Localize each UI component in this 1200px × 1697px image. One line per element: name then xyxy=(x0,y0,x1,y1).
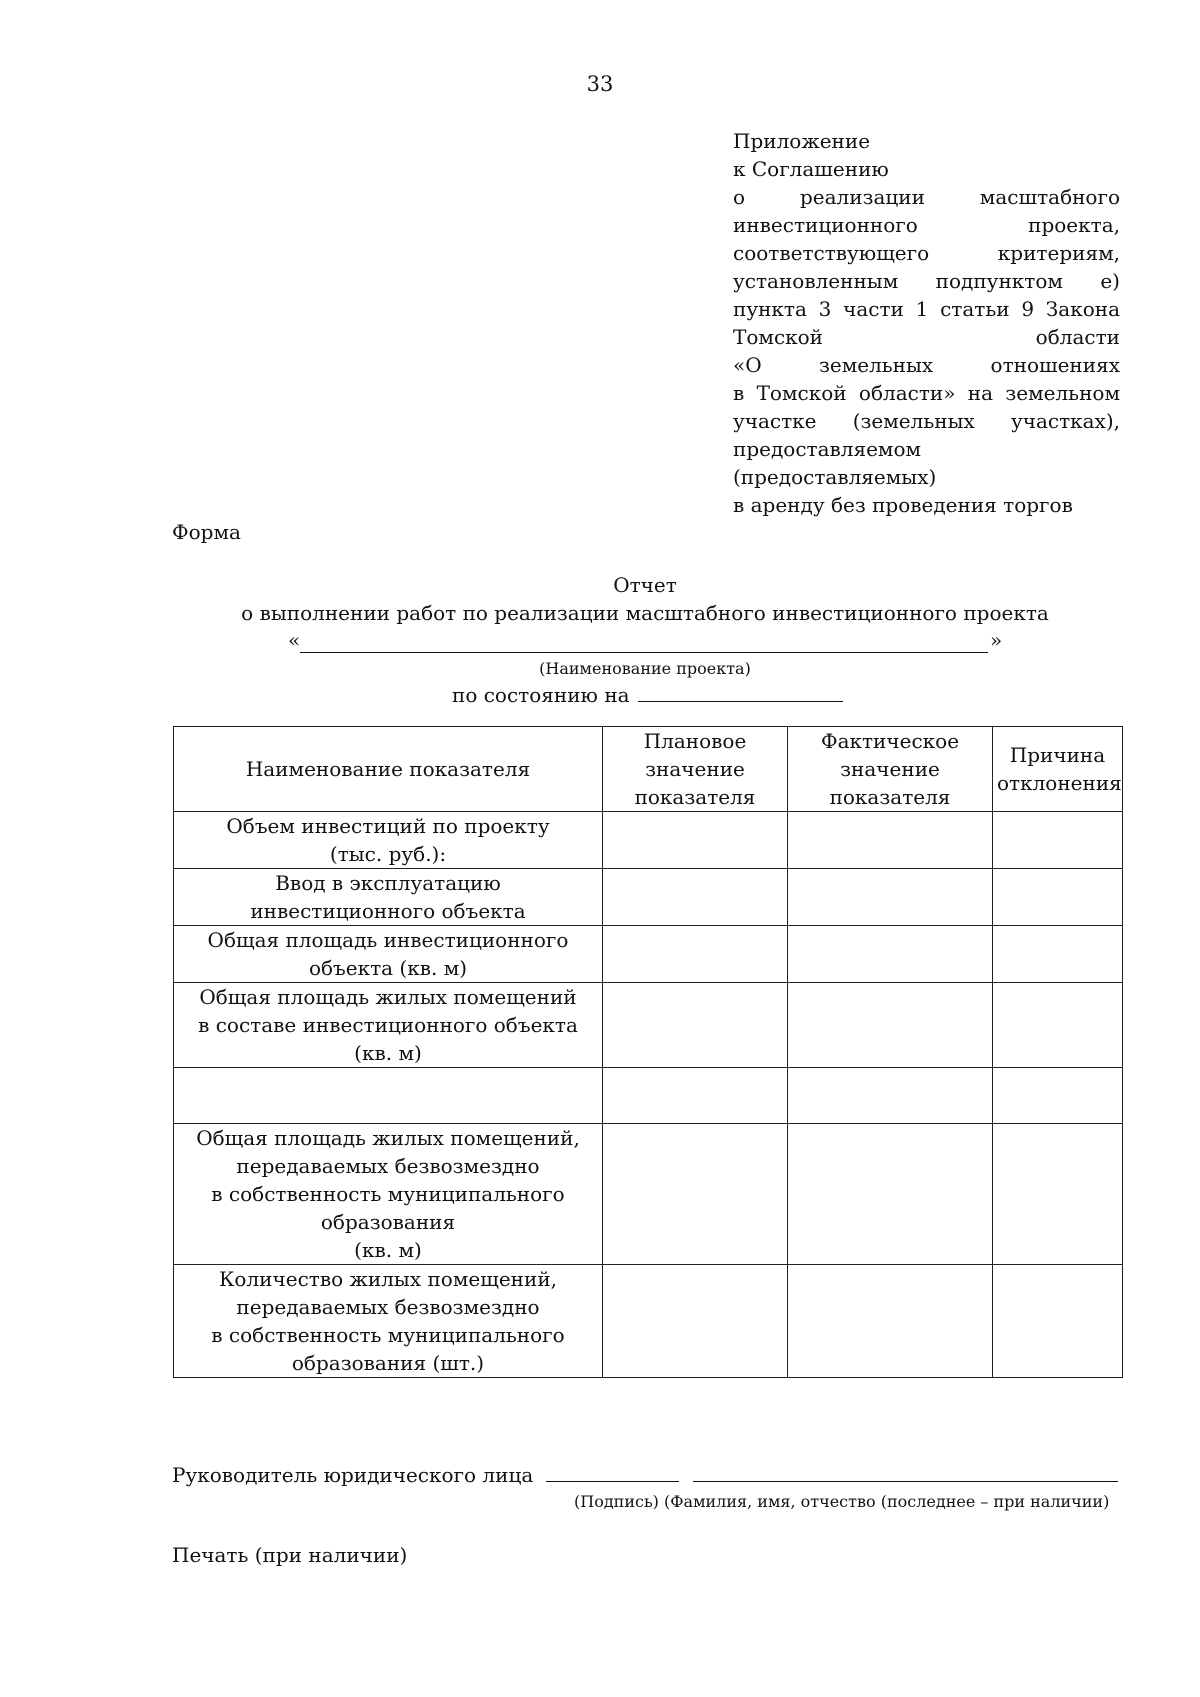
header-actual-value: Фактическое значение показателя xyxy=(788,727,993,812)
header-indicator-name: Наименование показателя xyxy=(174,727,603,812)
indicator-name-cell: Общая площадь инвестиционного объекта (кв. м) xyxy=(174,926,603,983)
appendix-line: инвестиционного проекта, xyxy=(733,213,1120,237)
deviation-reason-cell[interactable] xyxy=(993,812,1123,869)
actual-value-cell[interactable] xyxy=(788,983,993,1068)
actual-value-cell[interactable] xyxy=(788,812,993,869)
table-row xyxy=(174,1265,1123,1378)
appendix-line: к Соглашению xyxy=(733,157,889,181)
report-date-label: по состоянию на xyxy=(452,683,630,707)
appendix-line: «О земельных отношениях xyxy=(733,353,1120,377)
planned-value-cell[interactable] xyxy=(603,1068,788,1124)
indicator-name-cell: Общая площадь жилых помещений в составе инвестиционного объекта (кв. м) xyxy=(174,983,603,1068)
actual-value-cell[interactable] xyxy=(788,926,993,983)
table-row xyxy=(174,812,1123,869)
appendix-line: пункта 3 части 1 статьи 9 Закона xyxy=(733,297,1120,321)
table-row xyxy=(174,1124,1123,1265)
report-date-row xyxy=(452,683,843,707)
report-date-field[interactable] xyxy=(638,701,843,702)
deviation-reason-cell[interactable] xyxy=(993,1265,1123,1378)
indicators-table xyxy=(173,726,1123,1378)
indicator-name-cell: Количество жилых помещений, передаваемых безвозмездно в собственность муниципального образования (шт.) xyxy=(174,1265,603,1378)
signature-caption: (Подпись) (Фамилия, имя, отчество (последнее – при наличии) xyxy=(574,1492,1110,1511)
planned-value-cell[interactable] xyxy=(603,869,788,926)
table-row xyxy=(174,926,1123,983)
table-row xyxy=(174,869,1123,926)
actual-value-cell[interactable] xyxy=(788,1068,993,1124)
appendix-line: в аренду без проведения торгов xyxy=(733,493,1073,517)
planned-value-cell[interactable] xyxy=(603,812,788,869)
planned-value-cell[interactable] xyxy=(603,983,788,1068)
appendix-block xyxy=(733,127,1120,519)
full-name-field[interactable] xyxy=(693,1481,1118,1482)
signer-row xyxy=(172,1463,1118,1487)
deviation-reason-cell[interactable] xyxy=(993,983,1123,1068)
indicator-name-cell[interactable] xyxy=(174,1068,603,1124)
planned-value-cell[interactable] xyxy=(603,1265,788,1378)
indicator-name-cell: Общая площадь жилых помещений, передаваемых безвозмездно в собственность муниципального образования (кв. м) xyxy=(174,1124,603,1265)
deviation-reason-cell[interactable] xyxy=(993,1124,1123,1265)
appendix-line: Томской области xyxy=(733,325,1120,349)
signature-field[interactable] xyxy=(546,1481,679,1482)
actual-value-cell[interactable] xyxy=(788,1265,993,1378)
appendix-line: соответствующего критериям, xyxy=(733,241,1120,265)
project-name-field[interactable] xyxy=(300,652,988,653)
actual-value-cell[interactable] xyxy=(788,869,993,926)
table-row xyxy=(174,983,1123,1068)
planned-value-cell[interactable] xyxy=(603,926,788,983)
project-name-caption: (Наименование проекта) xyxy=(539,659,751,678)
quote-open: « xyxy=(288,628,301,652)
appendix-line: в Томской области» на земельном xyxy=(733,381,1120,405)
indicator-name-cell: Ввод в эксплуатацию инвестиционного объекта xyxy=(174,869,603,926)
deviation-reason-cell[interactable] xyxy=(993,1068,1123,1124)
appendix-line: участке (земельных участках), xyxy=(733,409,1120,433)
deviation-reason-cell[interactable] xyxy=(993,926,1123,983)
header-deviation-reason: Причина отклонения xyxy=(993,727,1123,812)
actual-value-cell[interactable] xyxy=(788,1124,993,1265)
table-header-row xyxy=(174,727,1123,812)
quote-close: » xyxy=(990,628,1003,652)
report-subtitle: о выполнении работ по реализации масштабного инвестиционного проекта xyxy=(241,601,1049,625)
appendix-line: о реализации масштабного xyxy=(733,185,1120,209)
indicator-name-cell: Объем инвестиций по проекту (тыс. руб.): xyxy=(174,812,603,869)
page-number: 33 xyxy=(586,72,614,96)
appendix-line: предоставляемом (предоставляемых) xyxy=(733,437,937,489)
signer-label: Руководитель юридического лица xyxy=(172,1463,534,1487)
appendix-line: Приложение xyxy=(733,129,871,153)
header-planned-value: Плановое значение показателя xyxy=(603,727,788,812)
planned-value-cell[interactable] xyxy=(603,1124,788,1265)
deviation-reason-cell[interactable] xyxy=(993,869,1123,926)
seal-label: Печать (при наличии) xyxy=(172,1543,408,1567)
report-title: Отчет xyxy=(613,573,677,597)
form-label: Форма xyxy=(172,520,241,544)
appendix-line: установленным подпунктом е) xyxy=(733,269,1120,293)
table-row xyxy=(174,1068,1123,1124)
